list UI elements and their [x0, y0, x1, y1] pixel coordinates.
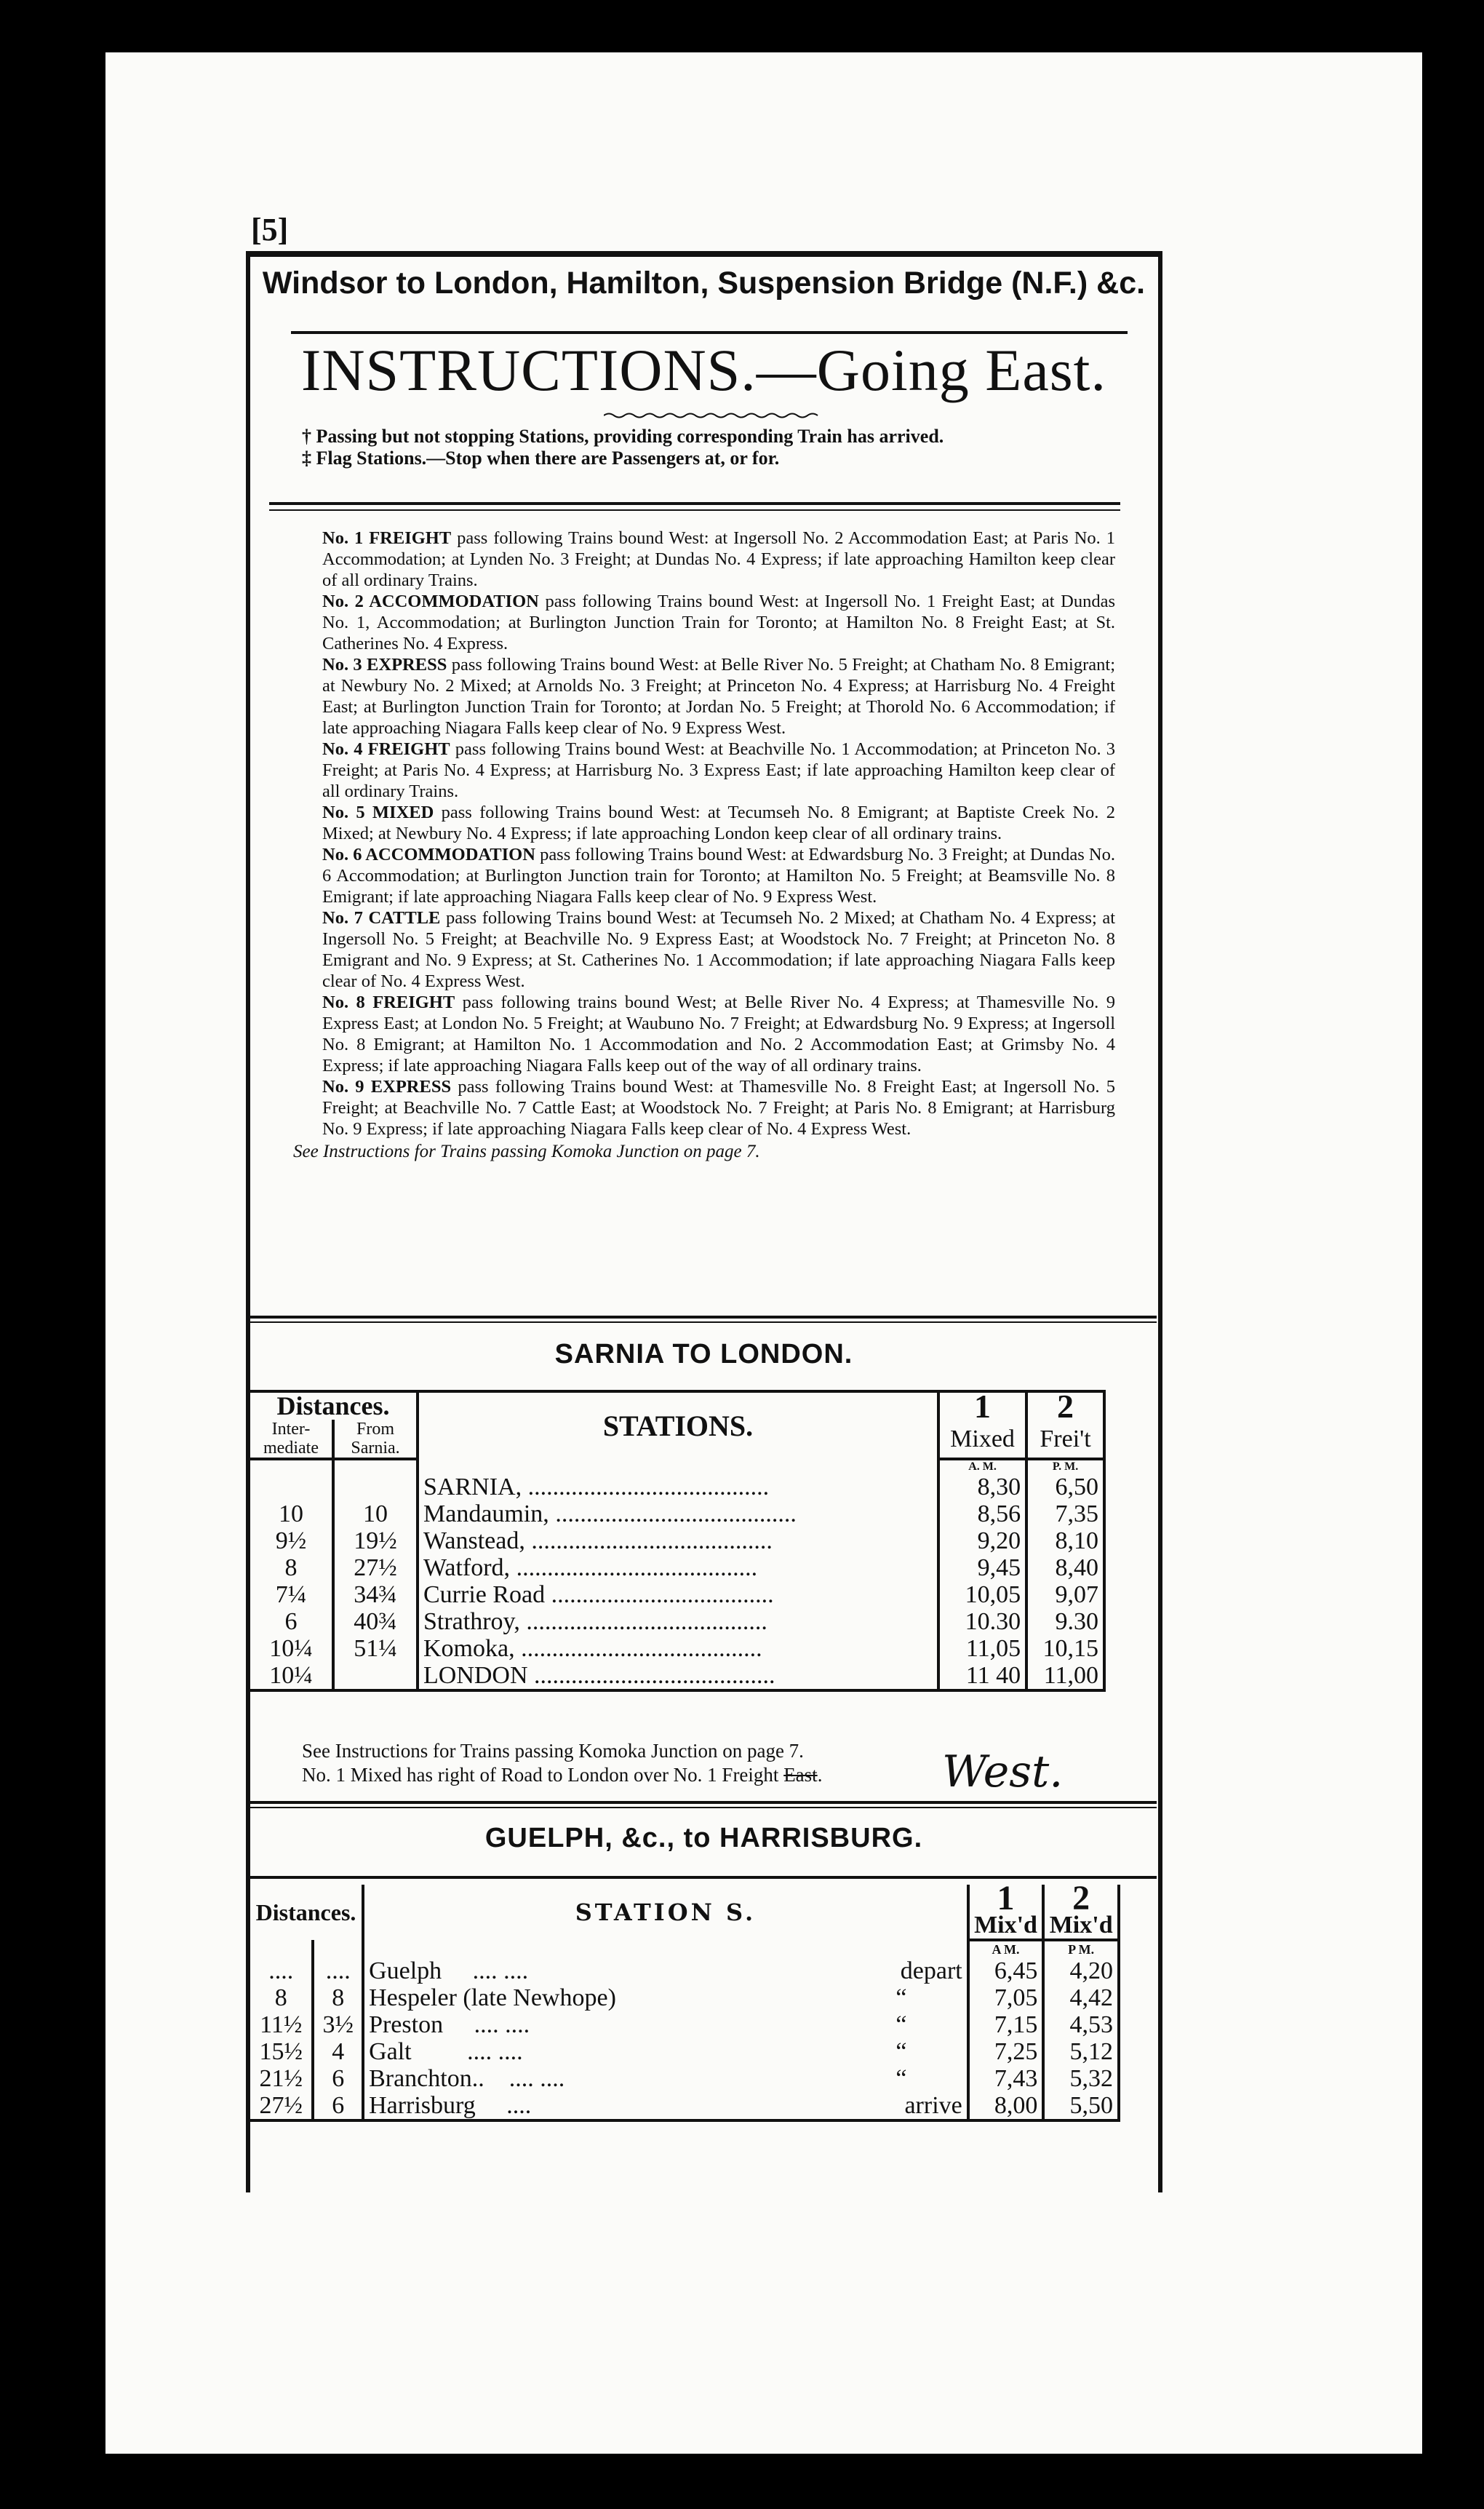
train-1-time: 7,43: [968, 2065, 1044, 2092]
intermediate-header: Inter-mediate: [249, 1420, 333, 1459]
train-1-time: 7,05: [968, 1984, 1044, 2011]
table-row: [249, 1527, 1104, 1554]
sarnia-notes: [302, 1739, 822, 1787]
intermediate-distance: 15½: [249, 2038, 313, 2065]
table-row: [249, 1984, 1119, 2011]
intermediate-distance: 10: [249, 1500, 333, 1527]
sarnia-heading: SARNIA TO LONDON.: [554, 1339, 853, 1369]
route-heading: Windsor to London, Hamilton, Suspension Bridge (N.F.) &c.: [262, 266, 1146, 301]
page-number: [5]: [251, 212, 289, 247]
stations-header: STATIONS.: [418, 1391, 938, 1459]
train-1-time: 7,25: [968, 2038, 1044, 2065]
table-row: [249, 1635, 1104, 1662]
table-row: [249, 2065, 1119, 2092]
legend: [302, 426, 944, 469]
arrive-depart: “: [895, 2038, 907, 2065]
divider: [247, 1321, 1157, 1323]
train-2-name: Mix'd: [1043, 1912, 1119, 1940]
intermediate-distance: 7¼: [249, 1581, 333, 1608]
cumulative-distance: 19½: [333, 1527, 418, 1554]
train-1-name: Mix'd: [968, 1912, 1044, 1940]
intermediate-distance: 11½: [249, 2011, 313, 2038]
table-row: [249, 1662, 1104, 1690]
section-distance: ....: [313, 1957, 363, 1984]
train-1-time: 6,45: [968, 1957, 1044, 1984]
cumulative-distance: 51¼: [333, 1635, 418, 1662]
station-name: SARNIA, .......................................: [418, 1474, 938, 1500]
station-name: Mandaumin, .......................................: [418, 1500, 938, 1527]
divider: [269, 502, 1120, 505]
cumulative-distance: 40¾: [333, 1608, 418, 1635]
pm-label: P. M.: [1026, 1459, 1104, 1474]
train-1-time: 8,56: [938, 1500, 1026, 1527]
section-distance: 6: [313, 2092, 363, 2120]
am-label: A M.: [968, 1940, 1044, 1957]
divider: [247, 1801, 1157, 1804]
instruction-text: pass following Trains bound West: at Thamesville No. 8 Freight East; at Ingersoll No. 5 Freight; at Beachville No. 7 Cattle East; at Woodstock No. 7 Freight; at Paris No. 8 Emigrant; at Harrisburg No. 9 Express; if late approaching Niagara Falls keep clear of No. 4 Express West.: [322, 1077, 1115, 1139]
train-2-time: 10,15: [1026, 1635, 1104, 1662]
station-name: Watford, .......................................: [418, 1554, 938, 1581]
station-name: Komoka, .......................................: [418, 1635, 938, 1662]
section-distance: 8: [313, 1984, 363, 2011]
see-note: See Instructions for Trains passing Komoka Junction on page 7.: [293, 1142, 760, 1161]
train-number: No. 3 EXPRESS: [322, 655, 447, 675]
train-2-time: 4,20: [1043, 1957, 1119, 1984]
train-1-time: 8,00: [968, 2092, 1044, 2120]
table-row: [249, 2038, 1119, 2065]
train-2-time: 5,12: [1043, 2038, 1119, 2065]
instructions-title: INSTRUCTIONS.—Going East.: [301, 337, 1106, 403]
intermediate-distance: 8: [249, 1984, 313, 2011]
intermediate-distance: [249, 1474, 333, 1500]
train-1-number: 1: [968, 1885, 1044, 1912]
instruction-text: pass following Trains bound West: at Tecumseh No. 2 Mixed; at Chatham No. 4 Express; at Ingersoll No. 5 Freight; at Beachville No. 9 Express East; at Woodstock No. 7 Freight; at Princeton No. 8 Emigrant and No. 9 Express; at St. Catherines No. 1 Accommodation; if late approaching Niagara Falls keep clear of No. 4 Express West.: [322, 908, 1115, 991]
station-name: Currie Road ....................................: [418, 1581, 938, 1608]
train-2-time: 4,53: [1043, 2011, 1119, 2038]
cumulative-distance: [333, 1662, 418, 1690]
divider: [247, 1876, 1157, 1879]
instruction-item: [264, 844, 1115, 907]
instruction-item: [264, 992, 1115, 1076]
instruction-text: pass following Trains bound West: at Belle River No. 5 Freight; at Chatham No. 8 Emigrant; at Newbury No. 2 Mixed; at Arnolds No. 3 Freight; at Princeton No. 4 Express; at Harrisburg No. 4 Freight East; at Burlington Junction Train for Toronto; at Jordan No. 5 Freight; at Thorold No. 6 Accommodation; if late approaching Niagara Falls keep clear of No. 9 Express West.: [322, 655, 1116, 738]
train-1-name: Mixed: [938, 1420, 1026, 1459]
train-number: No. 7 CATTLE: [322, 908, 441, 928]
sarnia-timetable: [247, 1390, 1106, 1692]
table-row: [249, 2011, 1119, 2038]
komoka-note: See Instructions for Trains passing Komoka Junction on page 7.: [302, 1740, 804, 1762]
handwritten-correction: West.: [942, 1746, 1064, 1797]
table-row: [249, 1957, 1119, 1984]
train-2-time: 11,00: [1026, 1662, 1104, 1690]
table-row: [249, 1581, 1104, 1608]
train-number: No. 1 FREIGHT: [322, 528, 452, 548]
section-distance: 3½: [313, 2011, 363, 2038]
table-row: [249, 1608, 1104, 1635]
station-name: LONDON .......................................: [418, 1662, 938, 1690]
legend-flag: ‡ Flag Stations.—Stop when there are Passengers at, or for.: [302, 448, 780, 469]
intermediate-distance: 27½: [249, 2092, 313, 2120]
intermediate-distance: 6: [249, 1608, 333, 1635]
instruction-item: [264, 528, 1115, 591]
guelph-heading: GUELPH, &c., to HARRISBURG.: [484, 1823, 923, 1853]
instruction-text: pass following Trains bound West: at Ingersoll No. 1 Freight East; at Dundas No. 1, Accommodation; at Burlington Junction Train for Toronto; at Hamilton No. 8 Freight East; at St. Catherines No. 4 Express.: [322, 592, 1115, 653]
train-2-time: 8,10: [1026, 1527, 1104, 1554]
intermediate-distance: 10¼: [249, 1635, 333, 1662]
guelph-timetable: [247, 1879, 1120, 2122]
intermediate-distance: 21½: [249, 2065, 313, 2092]
stations-header: STATION S.: [363, 1885, 968, 1940]
train-2-time: 5,32: [1043, 2065, 1119, 2092]
station-name: Harrisburg ....: [363, 2092, 836, 2120]
train-2-time: 4,42: [1043, 1984, 1119, 2011]
train-1-time: 9,20: [938, 1527, 1026, 1554]
right-of-road-note: No. 1 Mixed has right of Road to London over No. 1 Freight East.: [302, 1764, 823, 1786]
section-distance: 4: [313, 2038, 363, 2065]
arrive-depart: “: [895, 1984, 907, 2011]
arrive-depart: arrive: [836, 2092, 968, 2120]
distances-header: Distances.: [249, 1391, 418, 1420]
train-number: No. 4 FREIGHT: [322, 739, 450, 759]
arrive-depart: “: [895, 2011, 907, 2038]
train-2-time: 5,50: [1043, 2092, 1119, 2120]
instruction-text: pass following Trains bound West: at Beachville No. 1 Accommodation; at Princeton No. 3 Freight; at Paris No. 4 Express; at Harrisburg No. 3 Express East; if late approaching Hamilton keep clear of all ordinary Trains.: [322, 739, 1115, 801]
train-1-time: 7,15: [968, 2011, 1044, 2038]
train-2-time: 9.30: [1026, 1608, 1104, 1635]
train-number: No. 5 MIXED: [322, 803, 434, 822]
intermediate-distance: 10¼: [249, 1662, 333, 1690]
train-2-time: 9,07: [1026, 1581, 1104, 1608]
arrive-depart: “: [895, 2065, 907, 2092]
train-1-number: 1: [938, 1391, 1026, 1420]
station-name: Guelph .... ....: [363, 1957, 836, 1984]
train-1-time: 11 40: [938, 1662, 1026, 1690]
section-distance: 6: [313, 2065, 363, 2092]
instruction-item: [264, 802, 1115, 844]
intermediate-distance: ....: [249, 1957, 313, 1984]
divider: [247, 1316, 1157, 1319]
instruction-item: [264, 654, 1115, 739]
divider: [269, 509, 1120, 511]
cumulative-distance: [333, 1474, 418, 1500]
table-row: [249, 1554, 1104, 1581]
cumulative-distance: 34¾: [333, 1581, 418, 1608]
station-name: Strathroy, .......................................: [418, 1608, 938, 1635]
train-number: No. 8 FREIGHT: [322, 993, 455, 1012]
intermediate-distance: 9½: [249, 1527, 333, 1554]
train-2-number: 2: [1043, 1885, 1119, 1912]
from-sarnia-header: From Sarnia.: [333, 1420, 418, 1459]
distances-header: Distances.: [249, 1885, 363, 1940]
station-name: Hespeler (late Newhope): [363, 1984, 836, 2011]
train-number: No. 2 ACCOMMODATION: [322, 592, 539, 611]
table-row: [249, 1474, 1104, 1500]
table-row: [249, 2092, 1119, 2120]
divider: [291, 331, 1128, 334]
struck-word: East: [783, 1764, 818, 1786]
instructions-list: [264, 528, 1115, 1162]
train-2-name: Frei't: [1026, 1420, 1104, 1459]
station-name: Galt .... ....: [363, 2038, 836, 2065]
train-1-time: 11,05: [938, 1635, 1026, 1662]
table-row: [249, 1500, 1104, 1527]
instruction-text: pass following Trains bound West: at Ingersoll No. 2 Accommodation East; at Paris No. 1 Accommodation; at Lynden No. 3 Freight; at Dundas No. 4 Express; if late approaching Hamilton keep clear of all ordinary Trains.: [322, 528, 1115, 590]
train-2-time: 7,35: [1026, 1500, 1104, 1527]
am-label: A. M.: [938, 1459, 1026, 1474]
instruction-text: pass following Trains bound West: at Tecumseh No. 8 Emigrant; at Baptiste Creek No. 2 Mixed; at Newbury No. 4 Express; if late approaching London keep clear of all ordinary trains.: [322, 803, 1115, 843]
instruction-item: [264, 591, 1115, 654]
station-name: Wanstead, .......................................: [418, 1527, 938, 1554]
train-2-number: 2: [1026, 1391, 1104, 1420]
station-name: Preston .... ....: [363, 2011, 836, 2038]
instruction-text: pass following trains bound West; at Belle River No. 4 Express; at Thamesville No. 9 Express East; at London No. 5 Freight; at Waubuno No. 7 Freight; at Edwardsburg No. 9 Express; at Ingersoll No. 8 Emigrant; at Hamilton No. 1 Accommodation and No. 2 Accommodation East; at Grimsby No. 4 Express; if late approaching Niagara Falls keep out of the way of all ordinary trains.: [322, 993, 1116, 1075]
instruction-item: [264, 907, 1115, 992]
train-1-time: 9,45: [938, 1554, 1026, 1581]
cumulative-distance: 10: [333, 1500, 418, 1527]
train-1-time: 10.30: [938, 1608, 1026, 1635]
train-number: No. 6 ACCOMMODATION: [322, 845, 535, 864]
instruction-item: [264, 739, 1115, 802]
instruction-item: [264, 1076, 1115, 1140]
divider: [247, 1807, 1157, 1808]
train-2-time: 8,40: [1026, 1554, 1104, 1581]
decorative-wave: [604, 412, 822, 419]
cumulative-distance: 27½: [333, 1554, 418, 1581]
legend-passing: † Passing but not stopping Stations, providing corresponding Train has arrived.: [302, 426, 944, 447]
arrive-depart: depart: [900, 1957, 962, 1984]
pm-label: P M.: [1043, 1940, 1119, 1957]
train-2-time: 6,50: [1026, 1474, 1104, 1500]
station-name: Branchton.. .... ....: [363, 2065, 836, 2092]
train-1-time: 8,30: [938, 1474, 1026, 1500]
train-number: No. 9 EXPRESS: [322, 1077, 452, 1097]
intermediate-distance: 8: [249, 1554, 333, 1581]
instruction-text: pass following Trains bound West: at Edwardsburg No. 3 Freight; at Dundas No. 6 Accommodation; at Burlington Junction train for Toronto; at Hamilton No. 5 Freight; at Beamsville No. 8 Emigrant; if late approaching Niagara Falls keep clear of No. 9 Express West.: [322, 845, 1115, 907]
train-1-time: 10,05: [938, 1581, 1026, 1608]
